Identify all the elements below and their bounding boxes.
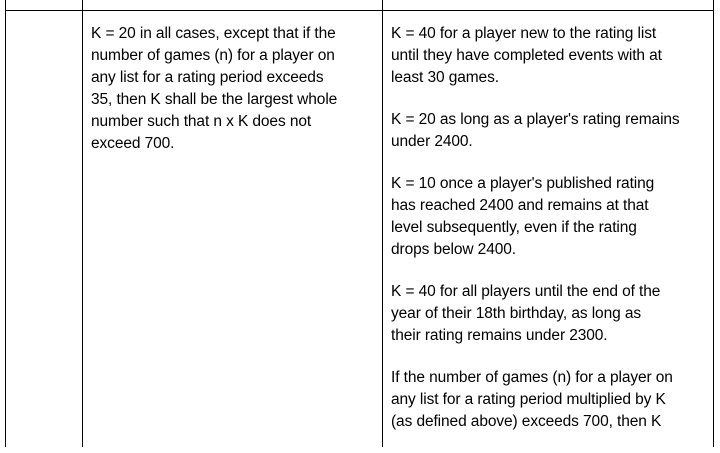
text-line: drops below 2400.	[391, 241, 516, 258]
text-line: until they have completed events with at	[391, 47, 662, 64]
text-line: number of games (n) for a player on	[91, 47, 335, 64]
table-column-divider-2	[382, 0, 383, 447]
text-line: their rating remains under 2300.	[391, 327, 608, 344]
text-line: K = 40 for all players until the end of the	[391, 283, 661, 300]
text-line: any list for a rating period multiplied by K	[391, 391, 666, 408]
text-line: K = 20 in all cases, except that if the	[91, 25, 336, 42]
table-row-divider	[5, 10, 714, 11]
table-left-border	[5, 0, 6, 447]
text-line: 35, then K shall be the largest whole	[91, 91, 338, 108]
text-line: number such that n x K does not	[91, 113, 312, 130]
cell-paragraph	[91, 23, 375, 155]
cell-paragraph	[391, 367, 709, 433]
text-line: least 30 games.	[391, 69, 499, 86]
text-line: exceed 700.	[91, 135, 175, 152]
text-line: year of their 18th birthday, as long as	[391, 305, 641, 322]
table-column-divider-1	[82, 0, 83, 447]
text-line: If the number of games (n) for a player on	[391, 369, 673, 386]
cell-paragraph	[391, 109, 709, 153]
text-line: under 2400.	[391, 133, 473, 150]
table-right-border	[713, 0, 714, 447]
text-line: K = 10 once a player's published rating	[391, 175, 655, 192]
cell-paragraph	[391, 173, 709, 261]
cell-paragraph	[391, 281, 709, 347]
text-line: K = 40 for a player new to the rating list	[391, 25, 657, 42]
text-line: has reached 2400 and remains at that	[391, 197, 649, 214]
text-line: (as defined above) exceeds 700, then K	[391, 413, 662, 430]
text-line: any list for a rating period exceeds	[91, 69, 324, 86]
table-cell-standard-k	[91, 23, 375, 175]
text-line: level subsequently, even if the rating	[391, 219, 637, 236]
text-line: K = 20 as long as a player's rating remains	[391, 111, 680, 128]
cell-paragraph	[391, 23, 709, 89]
table-cell-k-rules	[391, 23, 709, 453]
